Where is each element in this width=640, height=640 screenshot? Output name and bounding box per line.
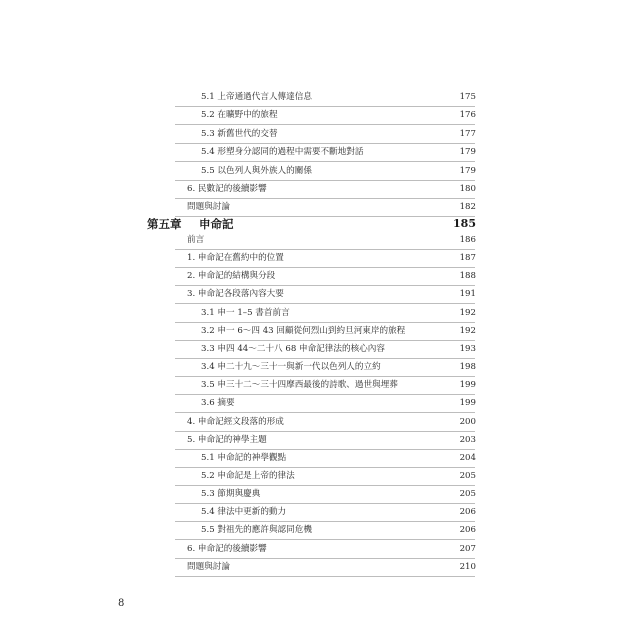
chapter-title: 申命記	[199, 217, 234, 231]
toc-entry-page: 198	[459, 362, 476, 373]
toc-entry-page: 199	[459, 398, 476, 409]
toc-entry-page: 205	[459, 470, 476, 481]
toc-entry-page: 179	[459, 147, 476, 158]
toc-entry-title: 4. 申命記經文段落的形成	[187, 416, 284, 427]
toc-entry-title: 3.2 申一 6～四 43 回顧從何烈山到約旦河東岸的旅程	[201, 325, 406, 336]
toc-entry-page: 182	[459, 202, 476, 213]
toc-entry-page: 191	[459, 289, 476, 300]
toc-entry-page: 207	[459, 543, 476, 554]
toc-entry-page: 206	[459, 507, 476, 518]
toc-entry-title: 問題與討論	[187, 202, 230, 213]
toc-entry-title: 3.6 摘要	[201, 398, 235, 409]
toc-entry-title: 5.1 上帝通過代言人傳達信息	[201, 92, 312, 102]
toc-entry-title: 5.4 律法中更新的動力	[201, 507, 287, 518]
toc-entry-title: 3.3 申四 44～二十八 68 申命記律法的核心內容	[201, 343, 385, 354]
toc-entry-page: 177	[459, 128, 476, 139]
toc-entry-title: 1. 申命記在舊約中的位置	[187, 253, 284, 264]
toc-entry-page: 205	[459, 489, 476, 500]
toc-entry-page: 192	[459, 325, 476, 336]
toc-entry-page: 175	[459, 92, 476, 102]
chapter-number: 第五章	[147, 217, 182, 231]
page-number: 8	[118, 598, 125, 609]
toc-entry-title: 3. 申命記各段落內容大要	[187, 289, 284, 300]
toc-entry-title: 6. 申命記的後續影響	[187, 543, 267, 554]
chapter-page: 185	[453, 217, 476, 230]
toc-entry-page: 210	[459, 561, 476, 572]
toc-entry-page: 187	[459, 253, 476, 264]
toc-entry-title: 5.4 形塑身分認同的過程中需要不斷地對話	[201, 147, 364, 158]
toc-entry-page: 186	[459, 235, 476, 245]
toc-entry-page: 199	[459, 380, 476, 391]
toc-entry-page: 204	[459, 452, 476, 463]
toc-entry-title: 5.2 在曠野中的旅程	[201, 110, 278, 121]
toc-entry-page: 192	[459, 307, 476, 318]
toc-divider	[175, 576, 475, 577]
toc-entry-page: 193	[459, 343, 476, 354]
toc-entry-title: 5.2 申命記是上帝的律法	[201, 470, 295, 481]
toc-entry-title: 5.5 對祖先的應許與認同危機	[201, 525, 312, 536]
toc-entry-title: 3.1 申一 1–5 書首前言	[201, 307, 290, 318]
toc-entry-title: 5.5 以色列人與外族人的關係	[201, 165, 312, 176]
toc-entry-title: 問題與討論	[187, 561, 230, 572]
toc-entry-title: 5.3 節期與慶典	[201, 489, 261, 500]
toc-entry-title: 5. 申命記的神學主題	[187, 434, 267, 445]
toc-entry-title: 前言	[187, 235, 205, 245]
toc-entry-title: 5.3 新舊世代的交替	[201, 128, 278, 139]
toc-entry-title: 6. 民數記的後續影響	[187, 184, 267, 194]
toc-entry-page: 188	[459, 271, 476, 282]
toc-entry-page: 206	[459, 525, 476, 536]
toc-entry-title: 2. 申命記的結構與分段	[187, 271, 276, 282]
toc-entry-page: 203	[459, 434, 476, 445]
toc-entry-page: 179	[459, 165, 476, 176]
toc-entry-page: 176	[459, 110, 476, 121]
toc-entry-title: 3.4 申二十九～三十一與新一代以色列人的立約	[201, 362, 381, 373]
toc-entry-title: 3.5 申三十二～三十四摩西最後的詩歌、過世與埋葬	[201, 380, 398, 391]
toc-entry-title: 5.1 申命記的神學觀點	[201, 452, 287, 463]
toc-entry-page: 200	[459, 416, 476, 427]
toc-entry-page: 180	[459, 184, 476, 194]
